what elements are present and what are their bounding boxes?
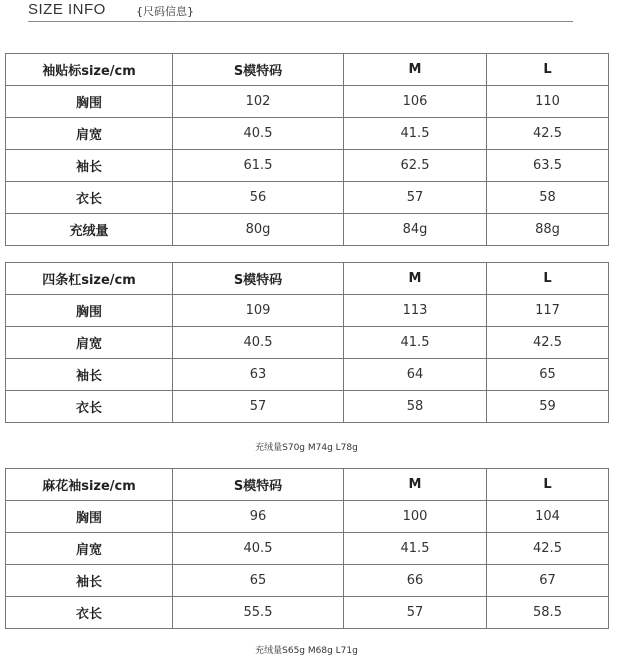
column-header: M: [344, 263, 487, 295]
column-header: 袖贴标size/cm: [6, 54, 173, 86]
column-header: S模特码: [173, 469, 344, 501]
column-header: S模特码: [173, 263, 344, 295]
row-label: 衣长: [6, 597, 173, 629]
size-table-cable-sleeve: [5, 468, 609, 629]
table-row: [6, 391, 609, 423]
row-label: 袖长: [6, 359, 173, 391]
table-cell: 59: [487, 391, 609, 423]
table-cell: 88g: [487, 214, 609, 246]
page-title: SIZE INFO: [28, 1, 106, 18]
table-cell: 63: [173, 359, 344, 391]
row-label: 肩宽: [6, 327, 173, 359]
table-header-row: [6, 54, 609, 86]
table-row: [6, 214, 609, 246]
table-cell: 67: [487, 565, 609, 597]
row-label: 胸围: [6, 86, 173, 118]
table-cell: 104: [487, 501, 609, 533]
table-header-row: [6, 469, 609, 501]
table-cell: 58.5: [487, 597, 609, 629]
table-cell: 80g: [173, 214, 344, 246]
table-row: [6, 501, 609, 533]
table-row: [6, 359, 609, 391]
table-cell: 64: [344, 359, 487, 391]
table-cell: 40.5: [173, 118, 344, 150]
size-table-four-stripes: [5, 262, 609, 423]
column-header: M: [344, 469, 487, 501]
column-header: 四条杠size/cm: [6, 263, 173, 295]
table-row: [6, 86, 609, 118]
size-info-header: [28, 0, 573, 22]
table-cell: 57: [344, 182, 487, 214]
table-cell: 56: [173, 182, 344, 214]
table-cell: 42.5: [487, 327, 609, 359]
column-header: L: [487, 469, 609, 501]
table-row: [6, 533, 609, 565]
table-cell: 41.5: [344, 327, 487, 359]
table-cell: 100: [344, 501, 487, 533]
table-cell: 109: [173, 295, 344, 327]
table-cell: 42.5: [487, 118, 609, 150]
table-cell: 63.5: [487, 150, 609, 182]
row-label: 肩宽: [6, 118, 173, 150]
table-cell: 84g: [344, 214, 487, 246]
table-cell: 58: [487, 182, 609, 214]
table-cell: 66: [344, 565, 487, 597]
column-header: 麻花袖size/cm: [6, 469, 173, 501]
table-cell: 65: [173, 565, 344, 597]
row-label: 胸围: [6, 501, 173, 533]
table-row: [6, 118, 609, 150]
table-cell: 61.5: [173, 150, 344, 182]
row-label: 衣长: [6, 182, 173, 214]
row-label: 肩宽: [6, 533, 173, 565]
table-row: [6, 565, 609, 597]
table-row: [6, 597, 609, 629]
table-header-row: [6, 263, 609, 295]
size-table-sleeve-patch: [5, 53, 609, 246]
table-cell: 42.5: [487, 533, 609, 565]
column-header: L: [487, 263, 609, 295]
table-cell: 113: [344, 295, 487, 327]
table-cell: 57: [173, 391, 344, 423]
table-cell: 41.5: [344, 118, 487, 150]
table-cell: 106: [344, 86, 487, 118]
table-cell: 55.5: [173, 597, 344, 629]
table-cell: 40.5: [173, 327, 344, 359]
column-header: L: [487, 54, 609, 86]
table-cell: 65: [487, 359, 609, 391]
table-cell: 41.5: [344, 533, 487, 565]
table-cell: 96: [173, 501, 344, 533]
column-header: S模特码: [173, 54, 344, 86]
page-subtitle: {尺码信息}: [136, 5, 194, 18]
table-row: [6, 182, 609, 214]
table-cell: 57: [344, 597, 487, 629]
table-row: [6, 327, 609, 359]
down-fill-note: 充绒量S65g M68g L71g: [255, 646, 358, 656]
table-cell: 62.5: [344, 150, 487, 182]
table-cell: 58: [344, 391, 487, 423]
row-label: 袖长: [6, 150, 173, 182]
column-header: M: [344, 54, 487, 86]
table-row: [6, 150, 609, 182]
table-cell: 110: [487, 86, 609, 118]
table-cell: 117: [487, 295, 609, 327]
table-cell: 40.5: [173, 533, 344, 565]
down-fill-note: 充绒量S70g M74g L78g: [255, 443, 358, 453]
row-label: 胸围: [6, 295, 173, 327]
row-label: 衣长: [6, 391, 173, 423]
table-cell: 102: [173, 86, 344, 118]
table-row: [6, 295, 609, 327]
row-label: 充绒量: [6, 214, 173, 246]
row-label: 袖长: [6, 565, 173, 597]
